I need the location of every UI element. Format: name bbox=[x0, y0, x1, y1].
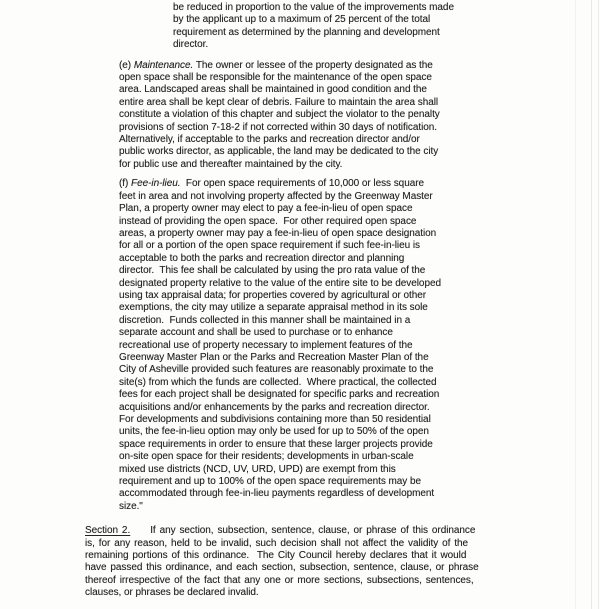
paragraph-f-fee-in-lieu-line bbox=[119, 377, 491, 389]
paragraph-f-fee-in-lieu-line bbox=[119, 476, 491, 488]
paragraph-f-fee-in-lieu-line bbox=[119, 451, 491, 463]
document-text: designated property relative to the value of the entire site to be developed bbox=[119, 277, 441, 289]
document-text: by the applicant up to a maximum of 25 percent of the total bbox=[173, 14, 431, 26]
document-text: for all or a portion of the open space requirement if such fee-in-lieu is bbox=[119, 240, 420, 252]
section-2-paragraph bbox=[85, 525, 514, 599]
section-2-paragraph-line bbox=[85, 562, 514, 574]
document-text: For developments and subdivisions containing more than 50 residential bbox=[119, 414, 431, 425]
document-text: entire area shall be kept clear of debris. Failure to maintain the area shall bbox=[119, 96, 439, 108]
scan-artifact-line bbox=[591, 0, 592, 609]
paragraph-f-fee-in-lieu-line bbox=[119, 315, 491, 327]
section-2-paragraph-line bbox=[85, 538, 514, 550]
document-text: Plan, a property owner may elect to pay a fee-in-lieu of open space bbox=[119, 203, 413, 215]
paragraph-e-maintenance-line bbox=[119, 60, 491, 72]
document-text: Fee-in-lieu. bbox=[131, 178, 181, 190]
paragraph-f-fee-in-lieu-line bbox=[119, 402, 491, 414]
paragraph-e-maintenance-line bbox=[119, 97, 491, 109]
paragraph-f-fee-in-lieu-line bbox=[119, 178, 491, 190]
paragraph-e-maintenance-line bbox=[119, 72, 491, 84]
document-text: requirement and up to 100% of the open space requirements may be bbox=[119, 476, 421, 488]
paragraph-e-maintenance bbox=[119, 60, 491, 172]
document-text: instead of providing the open space. For other required open space bbox=[119, 215, 417, 227]
paragraph-f-fee-in-lieu-line bbox=[119, 203, 491, 215]
document-text: is, for any reason, held to be invalid, such decision shall not affect the validity of the bbox=[85, 537, 469, 549]
document-text: site(s) from which the funds are collected. Where practical, the collected bbox=[119, 376, 437, 388]
scan-artifact-line bbox=[575, 0, 576, 609]
paragraph-f-fee-in-lieu-line bbox=[119, 228, 491, 240]
paragraph-f-fee-in-lieu-line bbox=[119, 352, 491, 364]
document-text: director. bbox=[173, 39, 209, 51]
document-text: separate account and shall be used to purchase or to enhance bbox=[119, 327, 393, 339]
document-text: be reduced in proportion to the value of the improvements made bbox=[173, 2, 454, 13]
document-text: clauses, or phrases be declared invalid. bbox=[85, 587, 259, 599]
document-text: requirement as determined by the planning and development bbox=[173, 26, 440, 38]
document-text: space requirements in order to ensure that these larger projects provide bbox=[119, 438, 433, 450]
document-text: accommodated through fee-in-lieu payments regardless of development bbox=[119, 488, 435, 500]
document-text: acceptable to both the parks and recreation director and planning bbox=[119, 252, 405, 264]
document-text: recreational use of property necessary to implement features of the bbox=[119, 339, 413, 351]
document-text: mixed use districts (NCD, UV, URD, UPD) are exempt from this bbox=[119, 463, 396, 475]
document-text: units, the fee-in-lieu option may only be used for up to 50% of the open bbox=[119, 426, 429, 438]
paragraph-f-fee-in-lieu-line bbox=[119, 240, 491, 252]
section-2-paragraph-line bbox=[85, 587, 514, 599]
paragraph-f-fee-in-lieu-line bbox=[119, 191, 491, 203]
quoted-subparagraph-line bbox=[173, 2, 488, 14]
document-text: Alternatively, if acceptable to the parks and recreation director and/or bbox=[119, 134, 420, 146]
paragraph-f-fee-in-lieu-line bbox=[119, 216, 491, 228]
paragraph-f-fee-in-lieu-line bbox=[119, 340, 491, 352]
scan-artifact-line bbox=[598, 0, 599, 609]
document-text: thereof irrespective of the fact that any one or more sections, subsections, sentences, bbox=[85, 574, 474, 586]
document-text: using tax appraisal data; for properties covered by agricultural or other bbox=[119, 289, 427, 301]
paragraph-e-maintenance-line bbox=[119, 109, 491, 121]
section-2-paragraph-line bbox=[85, 550, 514, 562]
document-text: discretion. Funds collected in this manner shall be maintained in a bbox=[119, 314, 411, 326]
paragraph-f-fee-in-lieu-line bbox=[119, 464, 491, 476]
paragraph-f-fee-in-lieu-line bbox=[119, 414, 491, 426]
document-text: acquisitions and/or enhancements by the parks and recreation director. bbox=[119, 401, 430, 413]
paragraph-f-fee-in-lieu-line bbox=[119, 253, 491, 265]
paragraph-f-fee-in-lieu-line bbox=[119, 265, 491, 277]
document-text: size." bbox=[119, 500, 143, 512]
document-text: areas, a property owner may pay a fee-in-lieu of open space designation bbox=[119, 227, 437, 239]
document-text: The owner or lessee of the property designated as the bbox=[193, 59, 433, 71]
document-text: have passed this ordinance, and each section, subsection, sentence, clause, or phrase bbox=[85, 562, 479, 574]
document-text: For open space requirements of 10,000 or less square bbox=[180, 178, 425, 190]
quoted-subparagraph-line bbox=[173, 14, 488, 26]
paragraph-f-fee-in-lieu-line bbox=[119, 327, 491, 339]
document-text: remaining portions of this ordinance. The City Council hereby declares that it would bbox=[85, 550, 467, 562]
paragraph-f-fee-in-lieu-line bbox=[119, 488, 491, 500]
document-text: (f) bbox=[119, 178, 132, 190]
document-text: director. This fee shall be calculated by using the pro rata value of the bbox=[119, 265, 426, 277]
quoted-subparagraph bbox=[173, 2, 488, 52]
document-text: If any section, subsection, sentence, clause, or phrase of this ordinance bbox=[150, 525, 476, 537]
document-text: provisions of section 7-18-2 if not corrected within 30 days of notification. bbox=[119, 121, 437, 133]
document-text: open space shall be responsible for the maintenance of the open space bbox=[119, 72, 432, 84]
paragraph-f-fee-in-lieu-line bbox=[119, 439, 491, 451]
paragraph-e-maintenance-line bbox=[119, 146, 491, 158]
section-2-paragraph-line bbox=[85, 575, 514, 587]
paragraph-e-maintenance-line bbox=[119, 84, 491, 96]
document-text: City of Asheville provided such features are reasonably proximate to the bbox=[119, 364, 434, 376]
paragraph-f-fee-in-lieu-line bbox=[119, 302, 491, 314]
document-text bbox=[130, 525, 150, 536]
document-content bbox=[0, 2, 514, 600]
document-text: Greenway Master Plan or the Parks and Recreation Master Plan of the bbox=[119, 351, 429, 363]
paragraph-f-fee-in-lieu-line bbox=[119, 278, 491, 290]
document-text: constitute a violation of this chapter and subject the violator to the penalty bbox=[119, 109, 440, 121]
document-text: on-site open space for their residents; developments in urban-scale bbox=[119, 451, 414, 463]
paragraph-f-fee-in-lieu-line bbox=[119, 364, 491, 376]
paragraph-f-fee-in-lieu bbox=[119, 178, 491, 513]
section-heading-text: Section 2. bbox=[85, 525, 131, 537]
document-text: exemptions, the city may utilize a separate appraisal method in its sole bbox=[119, 302, 428, 314]
quoted-subparagraph-line bbox=[173, 27, 488, 39]
document-text: (e) bbox=[119, 59, 134, 71]
paragraph-e-maintenance-line bbox=[119, 159, 491, 171]
paragraph-f-fee-in-lieu-line bbox=[119, 426, 491, 438]
quoted-subparagraph-line bbox=[173, 39, 488, 51]
paragraph-e-maintenance-line bbox=[119, 122, 491, 134]
paragraph-f-fee-in-lieu-line bbox=[119, 389, 491, 401]
paragraph-f-fee-in-lieu-line bbox=[119, 501, 491, 513]
document-text: public works director, as applicable, the land may be dedicated to the city bbox=[119, 146, 439, 158]
paragraph-e-maintenance-line bbox=[119, 134, 491, 146]
document-text: Maintenance. bbox=[133, 59, 194, 71]
document-text: for public use and thereafter maintained by the city. bbox=[119, 158, 343, 170]
document-text: area. Landscaped areas shall be maintained in good condition and the bbox=[119, 84, 427, 96]
document-text: fees for each project shall be designated for specific parks and recreation bbox=[119, 389, 440, 401]
paragraph-f-fee-in-lieu-line bbox=[119, 290, 491, 302]
document-text: feet in area and not involving property affected by the Greenway Master bbox=[119, 190, 433, 202]
section-2-paragraph-line bbox=[85, 525, 514, 537]
